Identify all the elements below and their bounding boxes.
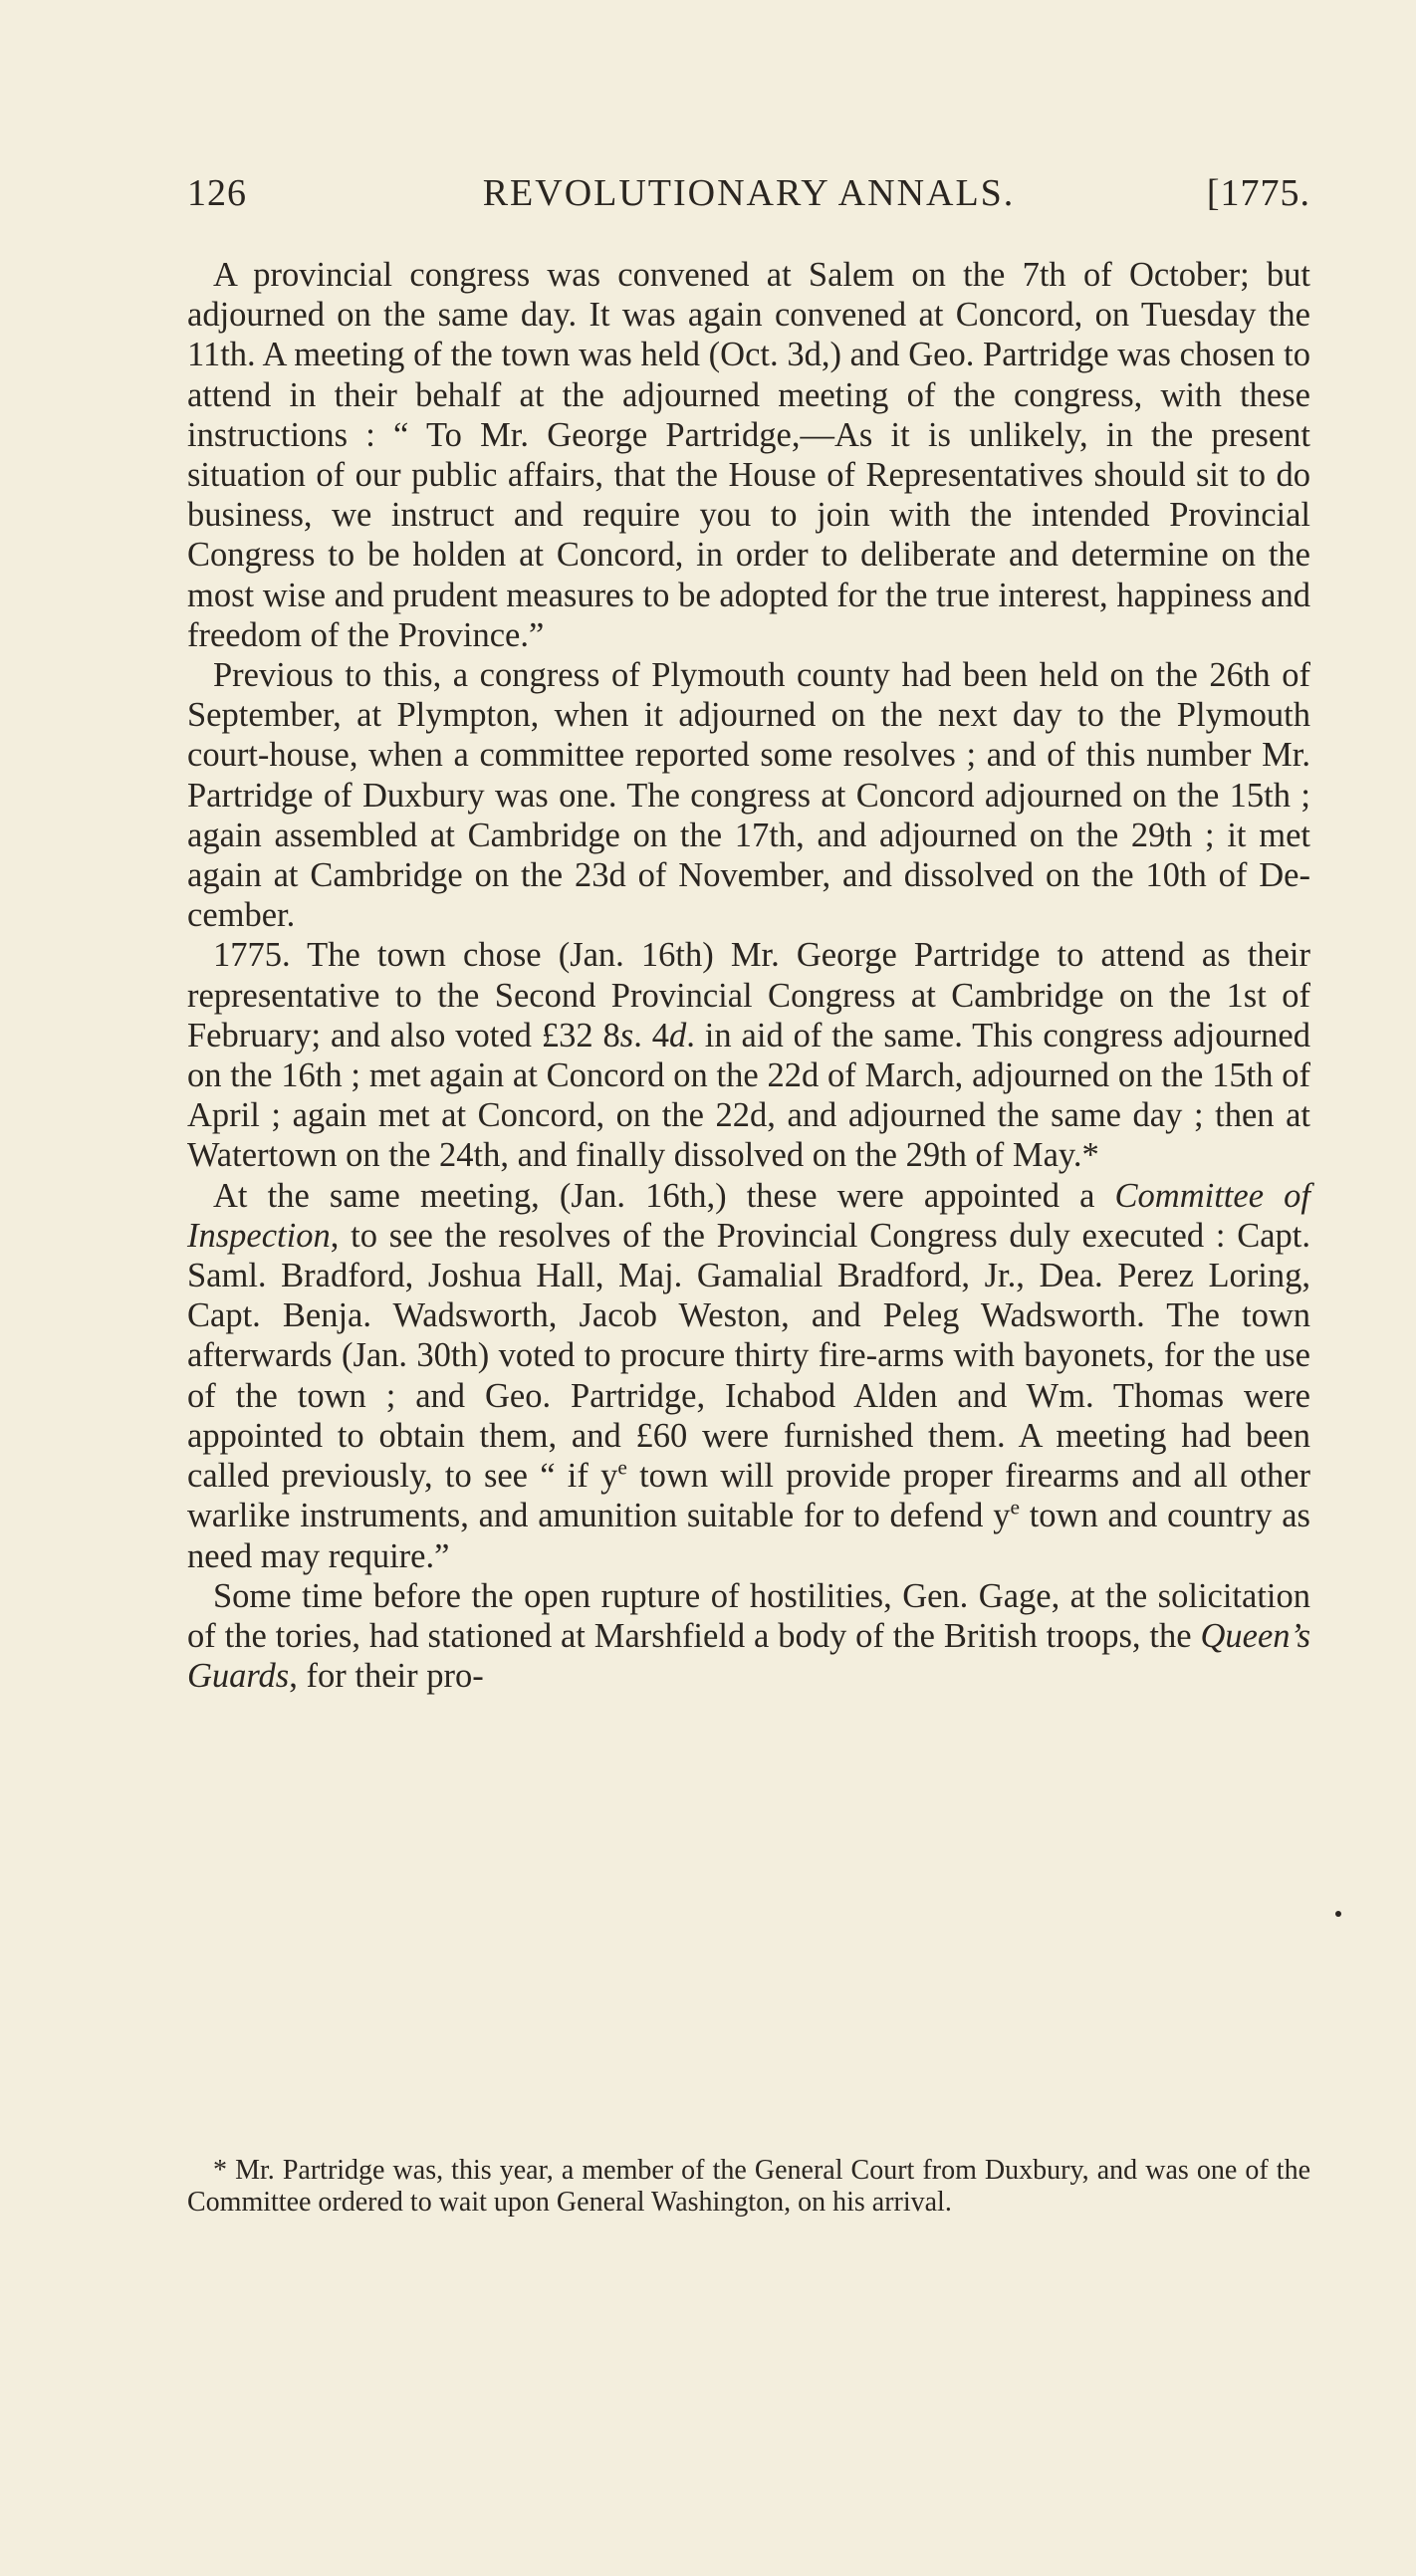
paragraph	[187, 1176, 1310, 1576]
text-run: , to see the resolves of the Provincial Congress duly executed : Capt. Saml. Bradford, Joshua Hall, Maj. Gamalial Bradford, Jr., Dea. Perez Loring, Capt. Benja. Wadsworth, Jacob Weston, and Peleg Wadsworth. The town afterwards (Jan. 30th) voted to procure thirty fire-arms with bayonets, for the use of the town ; and Geo. Partridge, Ichabod Alden and Wm. Thomas were appointed to obtain them, and £60 were furnished them. A meeting had been called previously, to see “ if y	[187, 1216, 1310, 1496]
text-run: town and country as need may require.”	[187, 1497, 1310, 1575]
italic-run: s	[619, 1016, 634, 1054]
text-run: town will provide proper firearms and all other warlike instruments, and amunition suitable for to defend y	[187, 1457, 1310, 1535]
page-header	[187, 171, 1310, 221]
text-run: At the same meeting, (Jan. 16th,) these were appointed a	[213, 1176, 1115, 1215]
text-run: , for their pro-	[289, 1657, 484, 1696]
paragraph	[187, 935, 1310, 1175]
paragraph	[187, 1576, 1310, 1697]
italic-run: d	[669, 1016, 687, 1054]
paragraph	[187, 255, 1310, 655]
text-run: Previous to this, a congress of Plymouth county had been held on the 26th of September, at Plympton, when it adjourned on the next day to the Plymouth court-house, when a committee reported some resolves ; and of this number Mr. Partridge of Duxbury was one. The congress at Concord adjourned on the 15th ; again assembled at Cambridge on the 17th, and adjourned on the 29th ; it met again at Cambridge on the 23d of November, and dissolved on the 10th of December.	[187, 656, 1310, 935]
text-run: Some time before the open rupture of hostilities, Gen. Gage, at the solicitation of the tories, had stationed at Marshfield a body of the British troops, the	[187, 1576, 1310, 1655]
footnotes	[187, 2155, 1310, 2219]
text-run: . 4	[633, 1016, 669, 1054]
margin-mark	[1335, 1911, 1341, 1917]
italic-run: Queen’s Guards	[187, 1616, 1310, 1696]
body-text	[187, 255, 1310, 1696]
running-title: REVOLUTIONARY ANNALS.	[482, 172, 1016, 214]
superscript-run: e	[617, 1455, 627, 1480]
superscript-run: e	[1010, 1495, 1020, 1520]
text-run: A provincial congress was convened at Salem on the 7th of October; but adjourned on the same day. It was again convened at Concord, on Tuesday the 11th. A meeting of the town was held (Oct. 3d,) and Geo. Partridge was chosen to attend in their behalf at the adjourned meeting of the congress, with these instructions : “ To Mr. George Partridge,—As it is unlikely, in the present situation of our public affairs, that the House of Representatives should sit to do business, we instruct and require you to join with the intended Provincial Congress to be holden at Concord, in order to deliberate and determine on the most wise and prudent measures to be adopted for the true interest, happiness and freedom of the Province.”	[187, 256, 1310, 654]
text-run: 1775. The town chose (Jan. 16th) Mr. George Partridge to attend as their representative to the Second Provincial Congress at Cambridge on the 1st of February; and also voted £32 8	[187, 936, 1310, 1054]
text-run: . in aid of the same. This congress adjourned on the 16th ; met again at Concord on the 22d of March, adjourned on the 15th of April ; again met at Concord, on the 22d, and adjourned the same day ; then at Watertown on the 24th, and finally dissolved on the 29th of May.*	[187, 1016, 1310, 1175]
footnote: * Mr. Partridge was, this year, a member of the General Court from Duxbury, and was one of the Committee ordered to wait upon General Washington, on his arrival.	[187, 2155, 1310, 2218]
page-number: 126	[187, 172, 247, 214]
header-year: [1775.	[1206, 172, 1310, 214]
italic-run: Committee of Inspection	[187, 1176, 1310, 1255]
paragraph	[187, 655, 1310, 935]
